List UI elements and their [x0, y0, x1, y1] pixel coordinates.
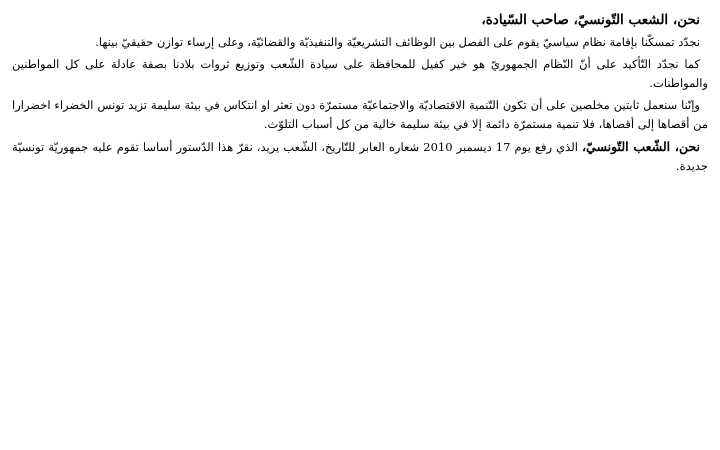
paragraph-political-system: [12, 33, 708, 53]
paragraph-text: نجدّد تمسكّنا بإقامة نظام سياسيّ يقوم على الفصل بين الوظائف التشريعيّة والتنفيذيّة والقضائيّة، وعلى إرساء توازن حقيقيّ بينها.: [95, 35, 700, 49]
paragraph-lead: نحن، الشّعب التّونسيّ،: [582, 138, 701, 154]
preamble-heading: نحن، الشعب التّونسيّ، صاحب السّيادة،: [481, 12, 700, 28]
preamble-text: [12, 10, 708, 179]
paragraph-text: الذي رفع يوم 17 ديسمبر 2010 شعاره العابر للتّاريخ، الشّعب يريد، نقرّ هذا الدّستور أساسا تقوم عليه جمهوريّة تونسيّة جديدة.: [12, 139, 708, 173]
paragraph-sustainable-development: [12, 96, 708, 135]
paragraph-text: وإنّنا سنعمل ثابتين مخلصين على أن تكون التّنمية الاقتصاديّة والاجتماعيّة مستمرّة دون تعثر او انتكاس في بيئة سليمة تزيد تونس الخضراء اخضرارا من أقصاها إلى أقصاها، فلا تنمية مستمرّة دائمة إلا في بيئة سليمة خالية من كل أسباب التلوّث.: [12, 97, 708, 131]
paragraph-constitution-adoption: [12, 137, 708, 177]
paragraph-text: كما نجدّد التّأكيد على أنّ النّظام الجمهوريّ هو خير كفيل للمحافظة على سيادة الشّعب وتوزيع ثروات بلادنا بصفة عادلة على كل المواطنين والمواطنات.: [12, 56, 708, 90]
paragraph-republican-system: [12, 55, 708, 94]
